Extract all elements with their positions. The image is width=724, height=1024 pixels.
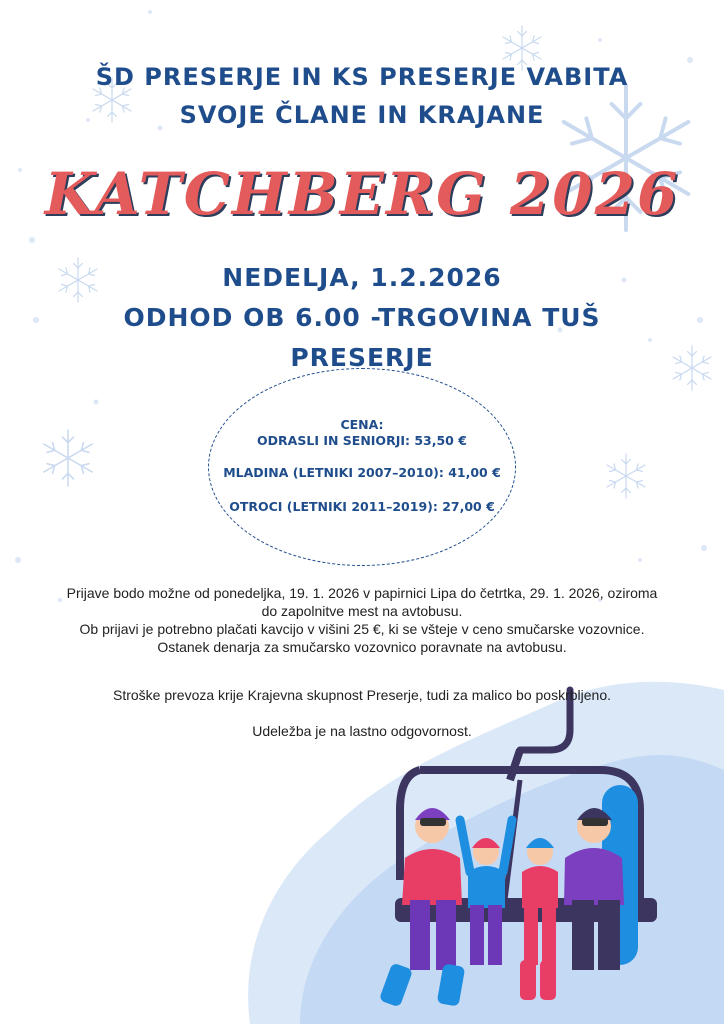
departure-location: PRESERJE <box>290 343 434 372</box>
registration-info <box>60 584 664 656</box>
invitation-header <box>0 58 724 134</box>
schedule-block <box>0 258 724 378</box>
price-children: OTROCI (LETNIKI 2011–2019): 27,00 € <box>229 499 495 514</box>
event-title: KATCHBERG 2026 <box>44 160 680 228</box>
price-youth: MLADINA (LETNIKI 2007–2010): 41,00 € <box>223 465 501 480</box>
price-adults: ODRASLI IN SENIORJI: 53,50 € <box>257 433 467 448</box>
departure-info: ODHOD OB 6.00 -TRGOVINA TUŠ <box>123 303 601 332</box>
price-label: CENA: <box>340 417 384 432</box>
header-line-1: ŠD PRESERJE IN KS PRESERJE VABITA <box>95 63 629 91</box>
liability-note: Udeležba je na lastno odgovornost. <box>252 723 472 739</box>
price-box <box>208 368 516 566</box>
header-line-2: SVOJE ČLANE IN KRAJANE <box>179 101 545 129</box>
transport-info: Stroške prevoza krije Krajevna skupnost Preserje, tudi za malico bo poskrbljeno. <box>112 687 612 703</box>
deposit-info: Ob prijavi je potrebno plačati kavcijo v višini 25 €, ki se všteje v ceno smučarske vozovnice. Ostanek denarja za smučarsko vozovnico poravnate na avtobusu. <box>79 621 645 655</box>
event-date: NEDELJA, 1.2.2026 <box>222 263 502 292</box>
registration-dates: Prijave bodo možne od ponedeljka, 19. 1. 2026 v papirnici Lipa do četrtka, 29. 1. 2026, oziroma do zapolnitve mest na avtobusu. <box>66 585 658 619</box>
